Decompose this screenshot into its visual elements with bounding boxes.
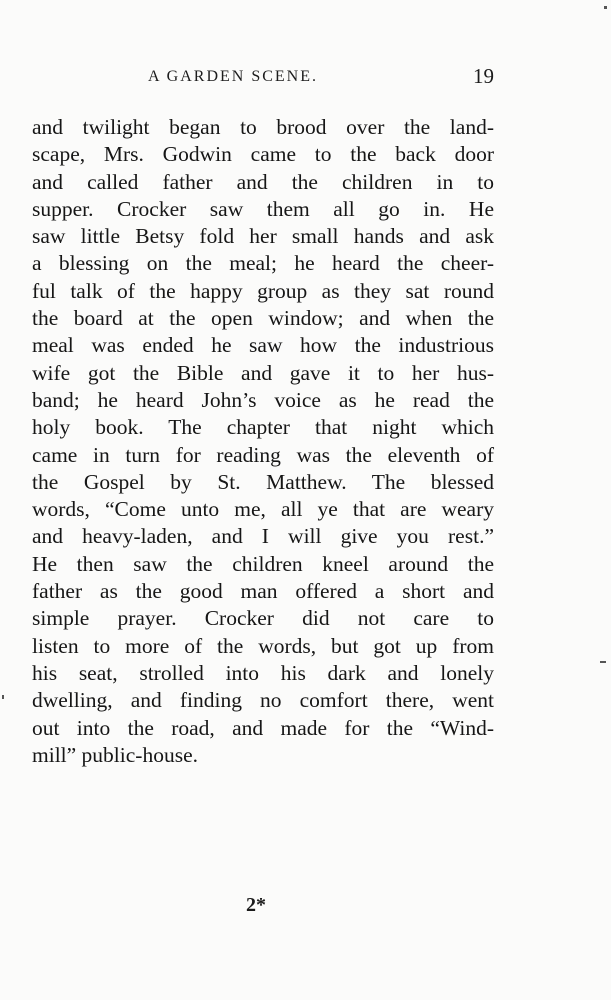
text-line: mill” public-house. (32, 742, 198, 767)
text-line: meal was ended he saw how the industrious (32, 333, 494, 358)
text-line: and heavy-laden, and I will give you rest.” (32, 524, 494, 549)
text-line: scape, Mrs. Godwin came to the back door (32, 142, 494, 167)
page-number: 19 (473, 64, 494, 88)
text-line: holy book. The chapter that night which (32, 415, 494, 440)
text-line: a blessing on the meal; he heard the cheer- (32, 251, 494, 276)
body-text (32, 114, 494, 769)
text-line: dwelling, and finding no comfort there, went (32, 688, 494, 713)
text-line: father as the good man offered a short and (32, 579, 494, 604)
text-line: the Gospel by St. Matthew. The blessed (32, 469, 494, 494)
text-line: supper. Crocker saw them all go in. He (32, 196, 494, 221)
scan-speck (2, 695, 4, 699)
text-line: listen to more of the words, but got up from (32, 633, 494, 658)
text-line: words, “Come unto me, all ye that are weary (32, 497, 494, 522)
text-line: and twilight began to brood over the land- (32, 115, 494, 139)
running-title: A GARDEN SCENE. (148, 68, 319, 85)
text-line: out into the road, and made for the “Wind- (32, 715, 494, 740)
text-line: his seat, strolled into his dark and lonely (32, 660, 494, 685)
scan-speck (604, 6, 607, 9)
text-line: He then saw the children kneel around the (32, 551, 494, 576)
text-line: wife got the Bible and gave it to her hus- (32, 360, 494, 385)
scan-speck (600, 661, 606, 663)
page-header (32, 64, 494, 94)
signature-mark: 2* (246, 894, 266, 916)
text-line: and called father and the children in to (32, 169, 494, 194)
text-line: simple prayer. Crocker did not care to (32, 606, 494, 631)
text-line: came in turn for reading was the eleventh of (32, 442, 494, 467)
text-line: band; he heard John’s voice as he read the (32, 387, 494, 412)
text-line: ful talk of the happy group as they sat round (32, 278, 494, 303)
text-line: saw little Betsy fold her small hands and ask (32, 224, 494, 249)
text-line: the board at the open window; and when the (32, 306, 494, 331)
